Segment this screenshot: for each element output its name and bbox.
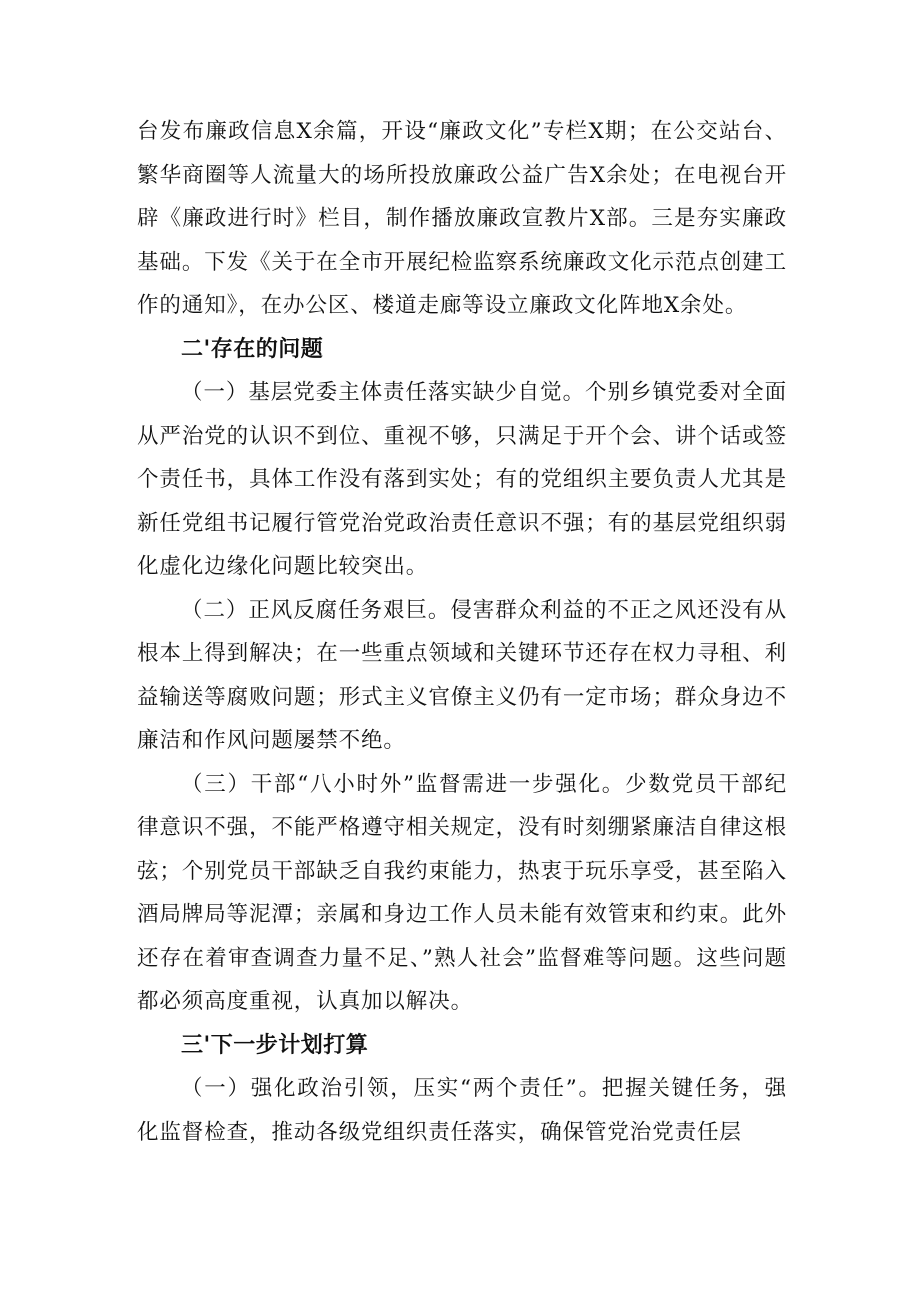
- paragraph-problem-1: （一）基层党委主体责任落实缺少自觉。个别乡镇党委对全面从严治党的认识不到位、重视不够，只满足于开个会、讲个话或签个责任书，具体工作没有落到实处；有的党组织主要负责人尤其是新任党组书记履行管党治党政治责任意识不强；有的基层党组织弱化虚化边缘化问题比较突出。: [137, 380, 787, 579]
- paragraph-continued: 台发布廉政信息X余篇，开设“廉政文化”专栏X期；在公交站台、繁华商圈等人流量大的场所投放廉政公益广告X余处；在电视台开辟《廉政进行时》栏目，制作播放廉政宣教片X部。三是夯实廉政基础。下发《关于在全市开展纪检监察系统廉政文化示范点创建工作的通知》，在办公区、楼道走廊等设立廉政文化阵地X余处。: [137, 119, 787, 318]
- document-body: [137, 110, 787, 1154]
- paragraph-problem-3: （三）干部“八小时外”监督需进一步强化。少数党员干部纪律意识不强，不能严格遵守相关规定，没有时刻绷紧廉洁自律这根弦；个别党员干部缺乏自我约束能力，热衷于玩乐享受，甚至陷入酒局牌局等泥潭；亲属和身边工作人员未能有效管束和约束。此外还存在着审查调查力量不足、”熟人社会”监督难等问题。这些问题都必须高度重视，认真加以解决。: [137, 771, 787, 1014]
- paragraph-plan-1: （一）强化政治引领，压实“两个责任”。把握关键任务，强化监督检查，推动各级党组织责任落实，确保管党治党责任层: [137, 1076, 787, 1145]
- section-heading-problems: 二'存在的问题: [181, 336, 324, 362]
- paragraph-problem-2: （二）正风反腐任务艰巨。侵害群众利益的不正之风还没有从根本上得到解决；在一些重点领域和关键环节还存在权力寻租、利益输送等腐败问题；形式主义官僚主义仍有一定市场；群众身边不廉洁和作风问题屡禁不绝。: [137, 597, 787, 753]
- section-heading-next-steps: 三'下一步计划打算: [181, 1032, 369, 1058]
